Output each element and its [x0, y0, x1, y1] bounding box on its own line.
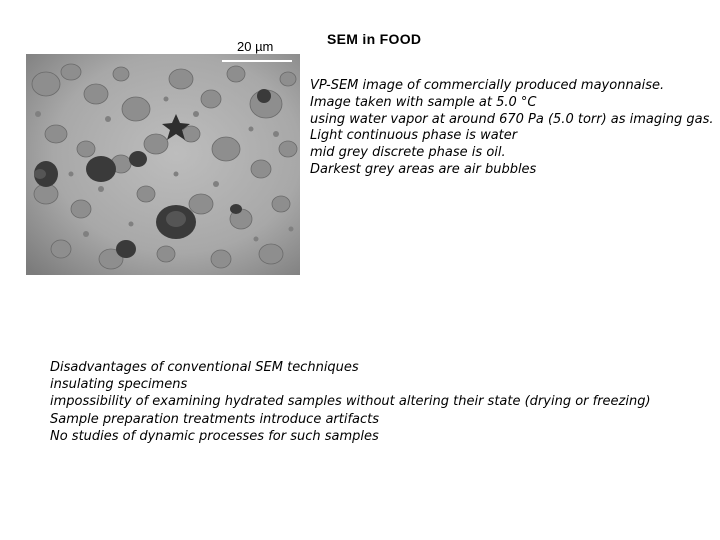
- description-line: using water vapor at around 670 Pa (5.0 torr) as imaging gas.: [310, 111, 714, 127]
- scale-label: 20 µm: [237, 39, 274, 54]
- disadvantage-item: impossibility of examining hydrated samples without altering their state (drying or freezing): [50, 394, 651, 410]
- description-line: Image taken with sample at 5.0 °C: [310, 94, 537, 110]
- description-line: Light continuous phase is water: [310, 128, 518, 144]
- disadvantage-item: Sample preparation treatments introduce artifacts: [50, 411, 380, 427]
- disadvantage-item: No studies of dynamic processes for such samples: [50, 428, 379, 444]
- description-line: VP-SEM image of commercially produced mayonnaise.: [310, 78, 665, 93]
- slide-title: SEM in FOOD: [327, 31, 422, 47]
- sem-micrograph-image: [26, 54, 300, 275]
- description-line: mid grey discrete phase is oil.: [310, 145, 506, 161]
- scale-bar: [222, 60, 292, 62]
- description-line: Darkest grey areas are air bubbles: [310, 161, 537, 177]
- disadvantages-heading: Disadvantages of conventional SEM techniques: [50, 360, 359, 375]
- disadvantage-item: insulating specimens: [50, 377, 188, 393]
- disadvantages-list: [50, 359, 710, 445]
- image-description: [310, 78, 715, 179]
